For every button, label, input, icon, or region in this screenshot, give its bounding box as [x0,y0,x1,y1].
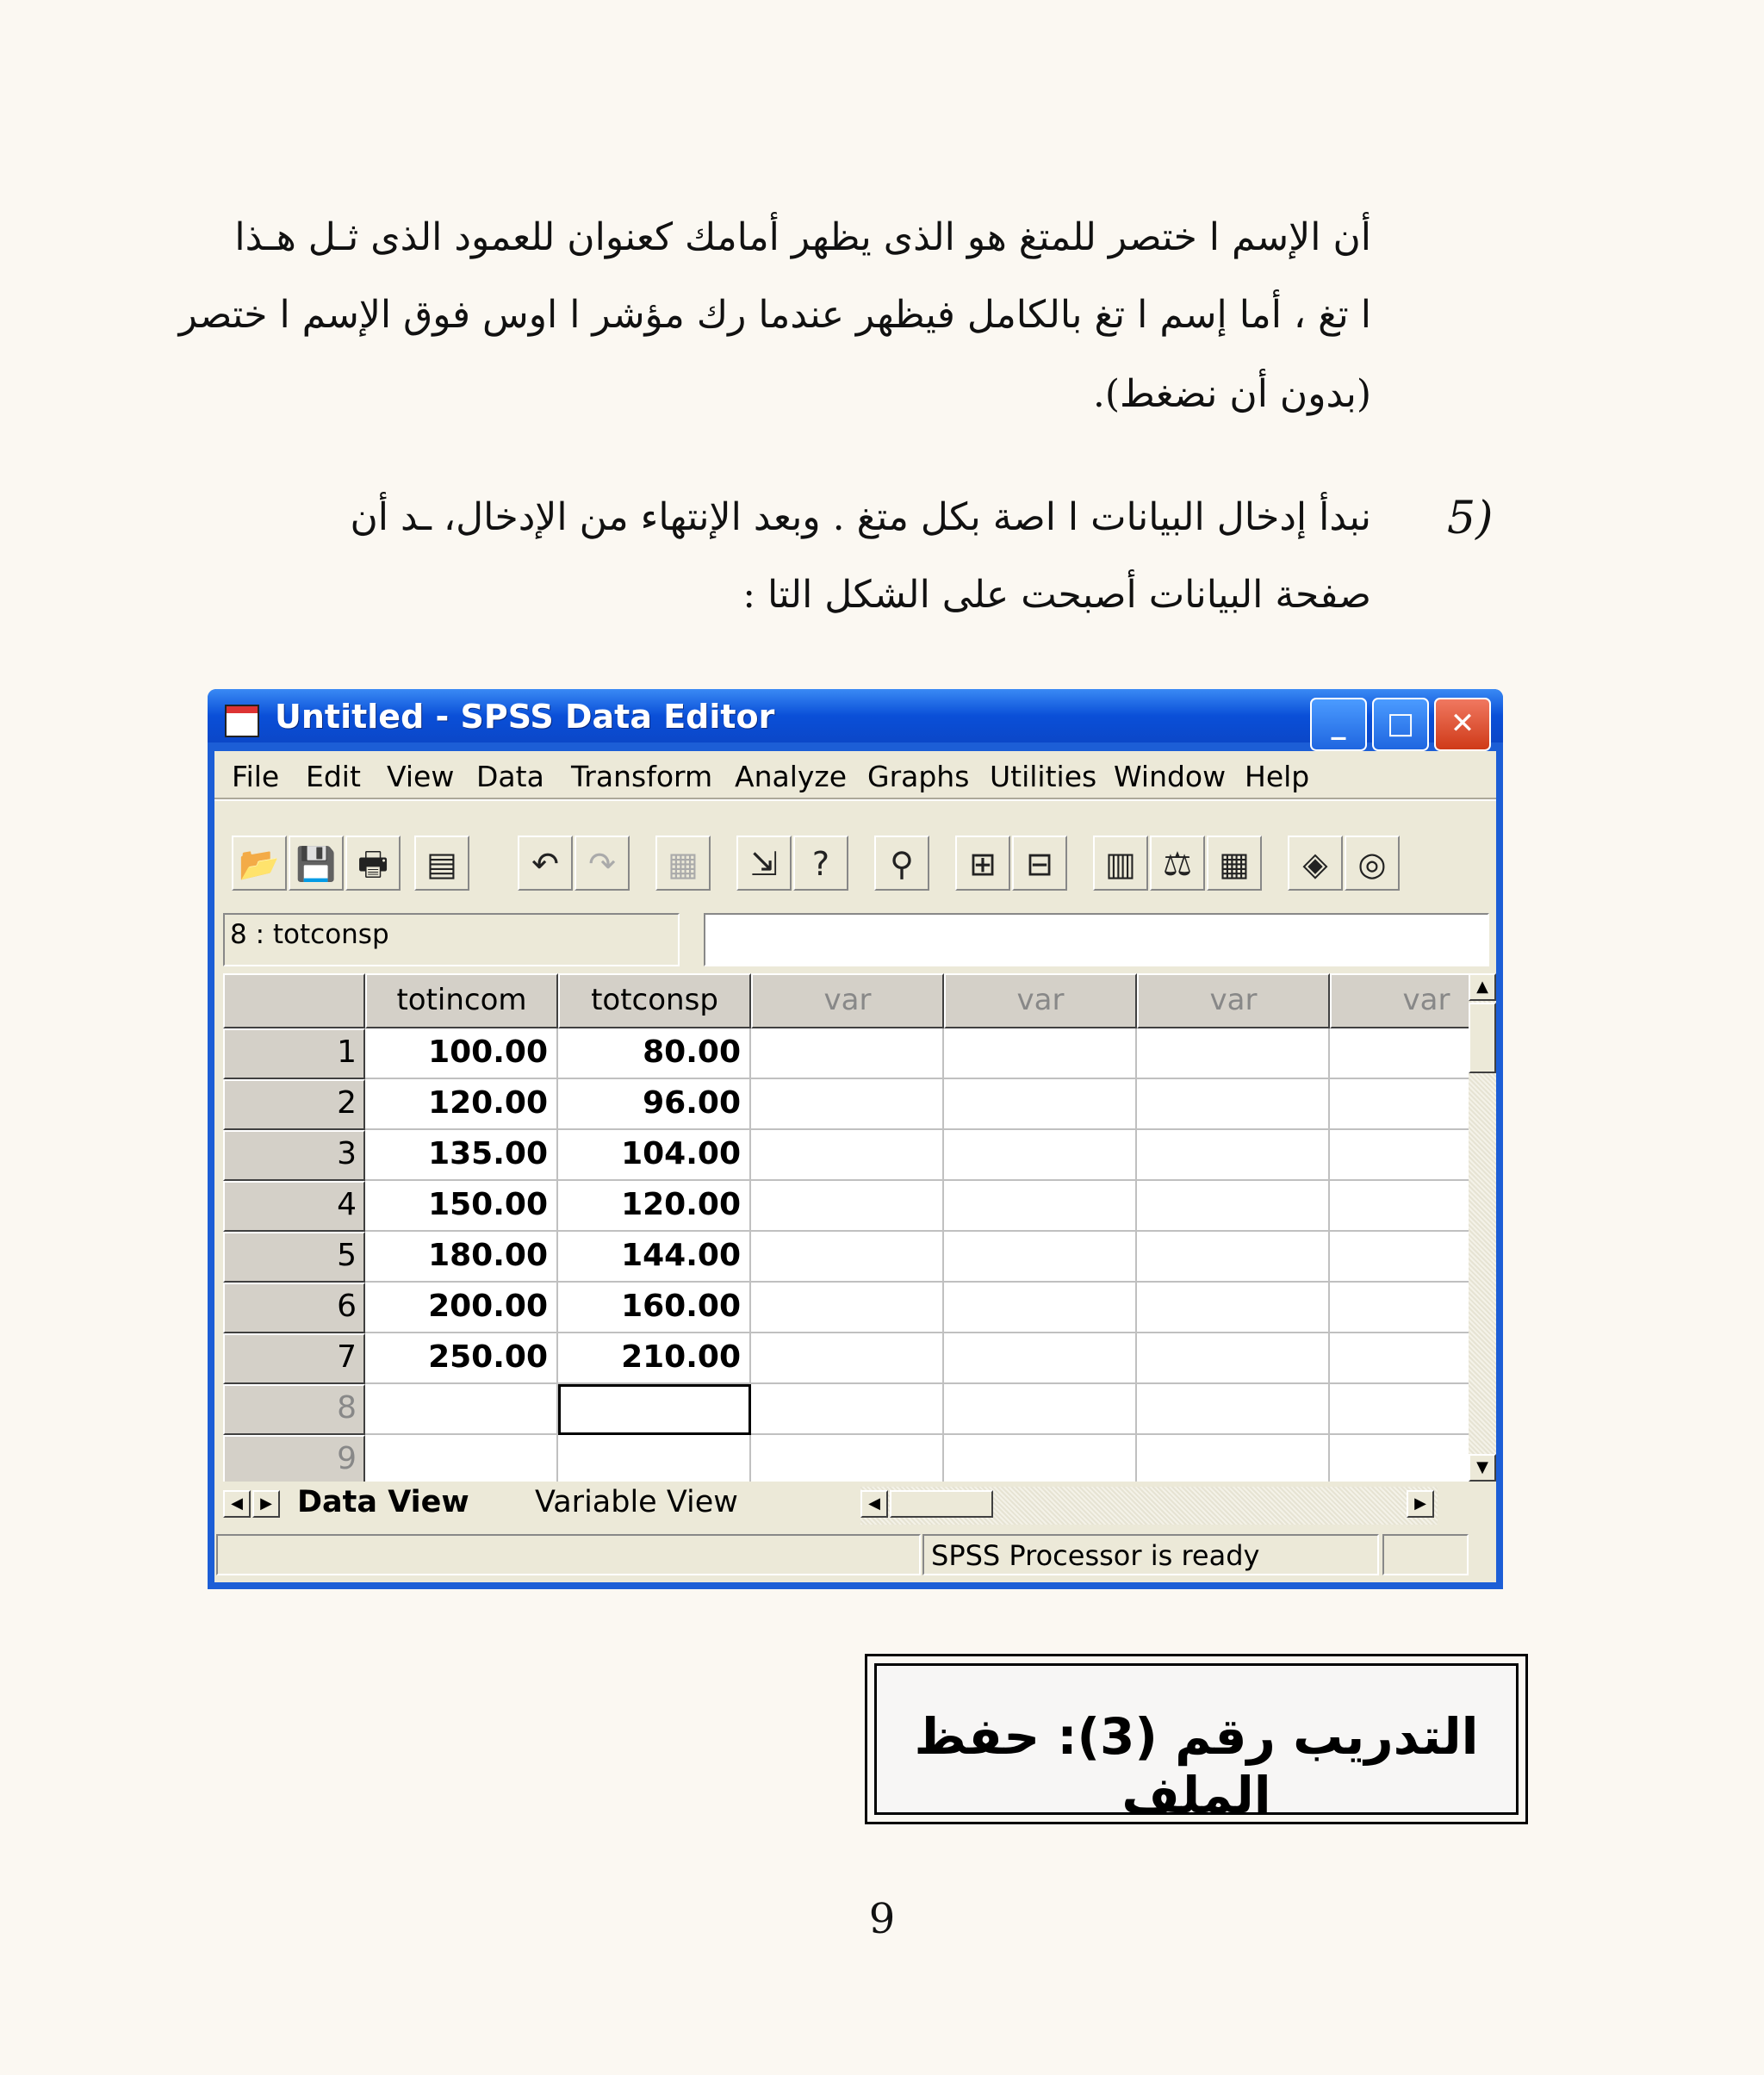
menu-view[interactable]: View [387,760,455,793]
row-header[interactable]: 6 [223,1283,365,1333]
column-header-totconsp[interactable]: totconsp [558,973,751,1028]
data-cell-totincom[interactable]: 250.00 [365,1333,558,1384]
data-cell-totconsp[interactable]: 210.00 [558,1333,751,1384]
row-header[interactable]: 7 [223,1333,365,1384]
menu-separator-light [214,799,1496,801]
data-cell-totincom[interactable]: 135.00 [365,1130,558,1181]
weight-cases-icon[interactable]: ⚖ [1150,836,1205,891]
exercise-title: التدريب رقم (3): حفظ الملف [914,1707,1479,1824]
data-cell-totconsp[interactable]: 104.00 [558,1130,751,1181]
data-cell-totconsp[interactable]: 160.00 [558,1283,751,1333]
split-file-icon[interactable]: ▥ [1093,836,1148,891]
title-bar[interactable] [208,689,1503,742]
insert-case-icon[interactable]: ⊞ [955,836,1010,891]
variables-icon[interactable]: ? [793,836,848,891]
data-cell-totincom[interactable] [365,1384,558,1435]
close-button[interactable]: ✕ [1434,698,1491,751]
scroll-down-icon[interactable]: ▼ [1469,1454,1496,1482]
scroll-right-icon[interactable]: ▶ [1407,1490,1434,1518]
paragraph-line-5: صفحة البيانات أصبحت على الشكل التا : [742,573,1371,617]
step-number: 5) [1447,493,1494,544]
column-header-var[interactable]: var [1330,973,1469,1028]
menu-file[interactable]: File [232,760,280,793]
minimize-button[interactable]: _ [1310,698,1367,751]
scroll-up-icon[interactable]: ▲ [1469,973,1496,1001]
value-labels-icon[interactable]: ◈ [1288,836,1343,891]
window-client [214,751,1496,1582]
insert-variable-icon[interactable]: ⊟ [1012,836,1067,891]
data-cell-totconsp[interactable]: 80.00 [558,1028,751,1079]
column-header-var[interactable]: var [1137,973,1330,1028]
select-cases-icon[interactable]: ▦ [1207,836,1262,891]
data-cell-totincom[interactable]: 150.00 [365,1181,558,1232]
empty-cells-var[interactable] [1330,1028,1469,1482]
column-header-var[interactable]: var [751,973,944,1028]
menu-analyze[interactable]: Analyze [735,760,848,793]
data-cell-totincom[interactable]: 200.00 [365,1283,558,1333]
menu-graphs[interactable]: Graphs [867,760,970,793]
column-header-totincom[interactable]: totincom [365,973,558,1028]
menu-data[interactable]: Data [476,760,544,793]
status-text: SPSS Processor is ready [931,1539,1260,1572]
row-header[interactable]: 1 [223,1028,365,1079]
status-bar [214,1531,1496,1579]
data-cell-totincom[interactable]: 180.00 [365,1232,558,1283]
data-cell-totincom[interactable] [365,1435,558,1482]
data-cell-totconsp[interactable]: 144.00 [558,1232,751,1283]
scroll-left-icon[interactable]: ◀ [860,1490,888,1518]
vertical-scrollbar[interactable] [1469,973,1496,1482]
row-header[interactable]: 3 [223,1130,365,1181]
row-header[interactable]: 5 [223,1232,365,1283]
row-header[interactable]: 2 [223,1079,365,1130]
find-icon[interactable]: ⚲ [874,836,929,891]
menu-utilities[interactable]: Utilities [990,760,1097,793]
column-header-var[interactable]: var [944,973,1137,1028]
row-header[interactable]: 4 [223,1181,365,1232]
goto-case-icon[interactable]: ⇲ [736,836,792,891]
tab-data-view[interactable]: Data View [297,1485,469,1519]
data-cell-totincom[interactable]: 120.00 [365,1079,558,1130]
menu-window[interactable]: Window [1114,760,1227,793]
selected-cell-totconsp[interactable] [558,1384,751,1435]
exercise-title-box [865,1654,1528,1824]
row-header[interactable]: 9 [223,1435,365,1482]
tab-variable-view[interactable]: Variable View [535,1485,738,1519]
tab-scroll-right-icon[interactable]: ▶ [252,1490,280,1518]
paragraph-line-1: أن الإسم ا ختصر للمتغ هو الذى يظهر أمامك كعنوان للعمود الذى ثـل هـذا [234,215,1371,259]
menu-transform[interactable]: Transform [571,760,713,793]
paragraph-line-4: نبدأ إدخال البيانات ا اصة بكل متغ . وبعد الإنتهاء من الإدخال، ـد أن [350,495,1371,539]
status-pane-left [216,1534,921,1575]
menu-edit[interactable]: Edit [306,760,361,793]
empty-cells-var[interactable] [751,1028,944,1482]
menu-help[interactable]: Help [1245,760,1310,793]
data-cell-totconsp[interactable]: 120.00 [558,1181,751,1232]
sheet-tabs-bar [214,1483,1496,1525]
tab-scroll-left-icon[interactable]: ◀ [223,1490,251,1518]
use-sets-icon[interactable]: ◎ [1345,836,1400,891]
cell-reference-box: 8 : totconsp [223,913,680,966]
paragraph-line-2: ا تغ ، أما إسم ا تغ بالكامل فيظهر عندما رك مؤشر ا اوس فوق الإسم ا ختصر [178,293,1371,337]
exercise-title-inner [874,1663,1519,1824]
maximize-button[interactable]: □ [1372,698,1429,751]
save-icon[interactable]: 💾 [289,836,344,891]
horizontal-scrollbar[interactable] [860,1487,1438,1525]
data-cell-totincom[interactable]: 100.00 [365,1028,558,1079]
data-cell-totconsp[interactable] [558,1435,751,1482]
data-grid [223,973,1469,1482]
spss-app-icon[interactable] [225,705,259,737]
page-number: 9 [868,1895,896,1943]
menu-bar [214,751,1496,796]
empty-cells-var[interactable] [1137,1028,1330,1482]
paragraph-line-3: (بدون أن نضغط). [1092,372,1371,416]
open-file-icon[interactable]: 📂 [232,836,287,891]
redo-icon[interactable]: ↷ [575,836,630,891]
status-pane-right [1382,1534,1469,1575]
vertical-scroll-thumb[interactable] [1469,1003,1496,1073]
corner-header[interactable] [223,973,365,1028]
undo-icon[interactable]: ↶ [518,836,573,891]
window-title: Untitled - SPSS Data Editor [275,698,775,736]
horizontal-scroll-thumb[interactable] [890,1490,993,1518]
data-cell-totconsp[interactable]: 96.00 [558,1079,751,1130]
dialog-recall-icon[interactable]: ▤ [414,836,469,891]
spss-window [208,689,1503,1589]
row-header[interactable]: 8 [223,1384,365,1435]
print-icon[interactable]: 🖶 [345,836,401,891]
cell-value-editor[interactable] [704,913,1489,966]
empty-cells-var[interactable] [944,1028,1137,1482]
goto-chart-icon[interactable]: ▦ [655,836,711,891]
